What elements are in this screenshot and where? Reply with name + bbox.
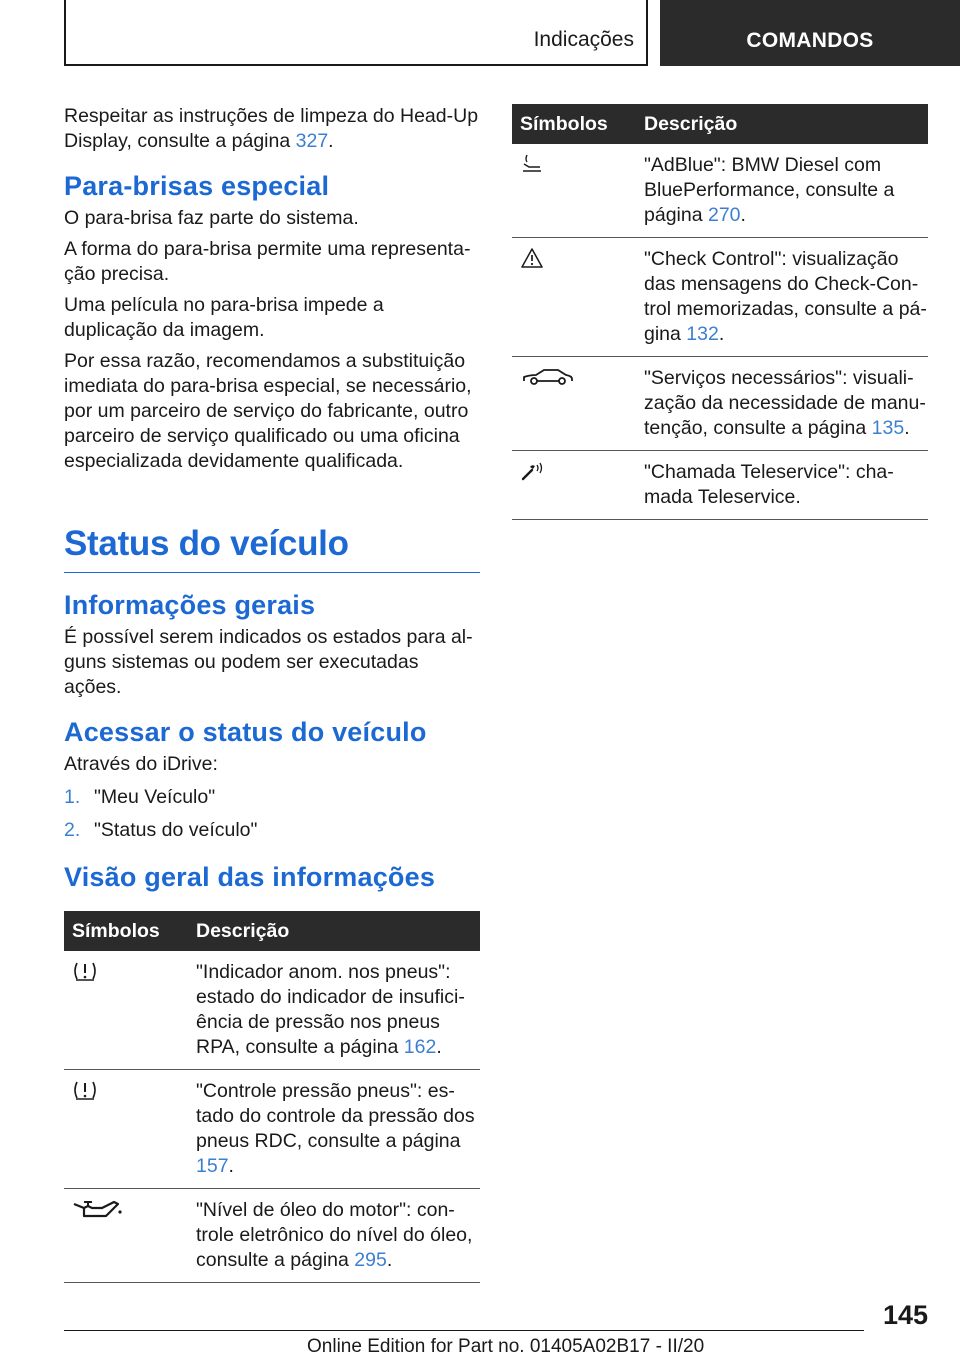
page-link[interactable]: 327 [295,130,329,152]
column-header-description: Descrição [636,104,928,144]
page-link[interactable]: 157 [196,1155,229,1177]
column-header-description: Descrição [188,911,480,951]
row-description: "AdBlue": BMW Diesel com BluePerformance, consulte a página 270. [636,144,928,238]
footer-divider [64,1330,864,1331]
right-column [512,104,928,520]
table-row [512,451,928,520]
table-row [512,357,928,451]
page-link[interactable]: 295 [354,1249,387,1271]
row-description: "Controle pressão pneus": es‐tado do controle da pressão dos pneus RDC, consulte a página 157. [188,1070,480,1189]
step-label: "Status do veículo" [94,819,258,841]
step-number: 1. [64,786,81,808]
adblue-icon [520,153,544,178]
paragraph: Através do iDrive: [64,753,218,775]
paragraph: A forma do para-brisa permite uma representa‐ção precisa. [64,238,471,285]
header-section-tab [64,0,648,66]
intro-paragraph: Respeitar as instruções de limpeza do Head-Up Display, consulte a página 327. [64,105,479,152]
list-item [64,785,480,810]
page-link[interactable]: 162 [403,1036,437,1058]
table-row [512,238,928,357]
warning-triangle-icon [520,247,544,274]
row-description: "Nível de óleo do motor": con‐trole eletrônico do nível do óleo, consulte a página 295. [188,1189,480,1283]
header-section-label: Indicações [533,28,634,51]
windshield-heading: Para-brisas especial [64,171,330,201]
general-info-heading: Informações gerais [64,590,316,620]
tire-pressure-warning-icon [72,1079,98,1106]
row-description: "Chamada Teleservice": cha‐mada Teleservice. [636,451,928,520]
step-number: 2. [64,819,81,841]
paragraph: O para-brisa faz parte do sistema. [64,207,359,229]
wrench-call-icon [520,460,546,487]
page-link[interactable]: 270 [707,204,741,226]
table-row [64,1070,480,1189]
paragraph: Por essa razão, recomendamos a substituição imediata do para-brisa especial, se necessário, por um parceiro de serviço do fabricante, outro parceiro de serviço qualificado ou uma oficina especializada devidamente qualificada. [64,350,472,472]
row-description: "Check Control": visualização das mensagens do Check-Con‐trol memorizadas, consulte a pá‐gina 132. [636,238,928,357]
list-item [64,818,480,843]
page-link[interactable]: 132 [686,323,719,345]
symbols-table-left [64,911,480,1283]
table-row [64,951,480,1070]
overview-heading: Visão geral das informações [64,862,436,892]
status-heading: Status do veículo [64,522,480,573]
footer-edition: Online Edition for Part no. 01405A02B17 - II/20 [307,1336,705,1357]
column-header-symbols: Símbolos [64,911,188,951]
page-number: 145 [882,1300,928,1330]
oil-can-icon [72,1198,124,1227]
header-chapter-tab [660,0,960,66]
step-label: "Meu Veículo" [94,786,216,808]
header-chapter-label: COMANDOS [746,29,874,52]
paragraph: É possível serem indicados os estados para al‐guns sistemas ou podem ser executadas ações. [64,626,473,698]
table-row [512,144,928,238]
left-column [64,104,480,1283]
row-description: "Indicador anom. nos pneus": estado do indicador de insufici‐ência de pressão nos pneus RPA, consulte a página 162. [188,951,480,1070]
column-header-symbols: Símbolos [512,104,636,144]
symbols-table-right [512,104,928,520]
row-description: "Serviços necessários": visuali‐zação da necessidade de manu‐tenção, consulte a página 135. [636,357,928,451]
table-row [64,1189,480,1283]
page-link[interactable]: 135 [871,417,905,439]
tire-pressure-warning-icon [72,960,98,987]
car-service-icon [520,366,576,393]
paragraph: Uma película no para-brisa impede a duplicação da imagem. [64,294,384,341]
access-status-heading: Acessar o status do veículo [64,717,427,747]
steps-list [64,785,480,843]
